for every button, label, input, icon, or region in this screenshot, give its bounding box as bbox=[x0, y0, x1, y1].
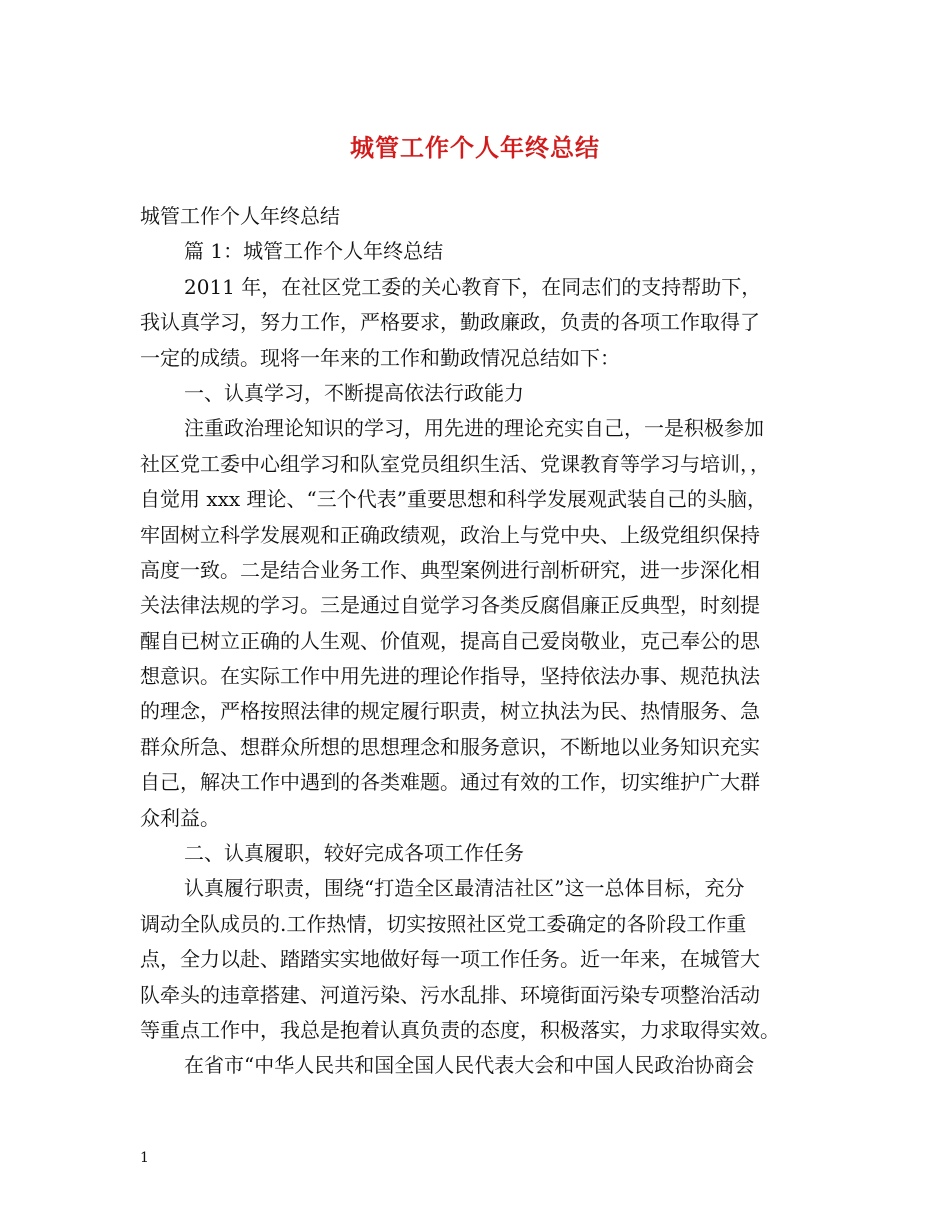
text-line: 群众所急、想群众所想的思想理念和服务意识，不断地以业务知识充实 bbox=[140, 734, 760, 759]
text-line: 篇 1：城管工作个人年终总结 bbox=[184, 239, 444, 264]
document-title: 城管工作个人年终总结 bbox=[350, 133, 600, 162]
text-line: 自觉用 xxx 理论、“三个代表”重要思想和科学发展观武装自己的头脑， bbox=[140, 487, 768, 512]
text-line: 一、认真学习，不断提高依法行政能力 bbox=[184, 380, 524, 405]
text-line: 2011 年，在社区党工委的关心教育下，在同志们的支持帮助下， bbox=[184, 274, 762, 299]
text-line: 自己，解决工作中遇到的各类难题。通过有效的工作，切实维护广大群 bbox=[140, 770, 760, 795]
text-line: 注重政治理论知识的学习，用先进的理论充实自己，一是积极参加 bbox=[184, 416, 764, 441]
text-line: 高度一致。二是结合业务工作、典型案例进行剖析研究，进一步深化相 bbox=[140, 557, 760, 582]
text-line: 想意识。在实际工作中用先进的理论作指导，坚持依法办事、规范执法 bbox=[140, 664, 760, 689]
text-line: 的理念，严格按照法律的规定履行职责，树立执法为民、热情服务、急 bbox=[140, 699, 760, 724]
text-line: 我认真学习，努力工作，严格要求，勤政廉政，负责的各项工作取得了 bbox=[140, 310, 760, 335]
text-line: 调动全队成员的.工作热情，切实按照社区党工委确定的各阶段工作重 bbox=[140, 911, 747, 936]
document-body bbox=[140, 199, 820, 1084]
text-line: 认真履行职责，围绕“打造全区最清洁社区”这一总体目标，充分 bbox=[184, 876, 745, 901]
text-line: 一定的成绩。现将一年来的工作和勤政情况总结如下： bbox=[140, 345, 620, 370]
text-line: 社区党工委中心组学习和队室党员组织生活、党课教育等学习与培训，， bbox=[140, 451, 770, 476]
text-line: 队牵头的违章搭建、河道污染、污水乱排、环境街面污染专项整治活动 bbox=[140, 982, 760, 1007]
text-line: 等重点工作中，我总是抱着认真负责的态度，积极落实，力求取得实效。 bbox=[140, 1017, 780, 1042]
text-line: 城管工作个人年终总结 bbox=[140, 204, 340, 228]
text-line: 醒自已树立正确的人生观、价值观，提高自己爱岗敬业，克己奉公的思 bbox=[140, 628, 760, 653]
text-line: 在省市“中华人民共和国全国人民代表大会和中国人民政治协商会 bbox=[184, 1053, 755, 1078]
text-line: 众利益。 bbox=[140, 805, 220, 830]
text-line: 关法律法规的学习。三是通过自觉学习各类反腐倡廉正反典型，时刻提 bbox=[140, 593, 760, 618]
text-line: 点，全力以赴、踏踏实实地做好每一项工作任务。近一年来，在城管大 bbox=[140, 947, 760, 972]
page-number: 1 bbox=[140, 1150, 149, 1166]
text-line: 牢固树立科学发展观和正确政绩观，政治上与党中央、上级党组织保持 bbox=[140, 522, 760, 547]
text-line: 二、认真履职，较好完成各项工作任务 bbox=[184, 841, 524, 866]
